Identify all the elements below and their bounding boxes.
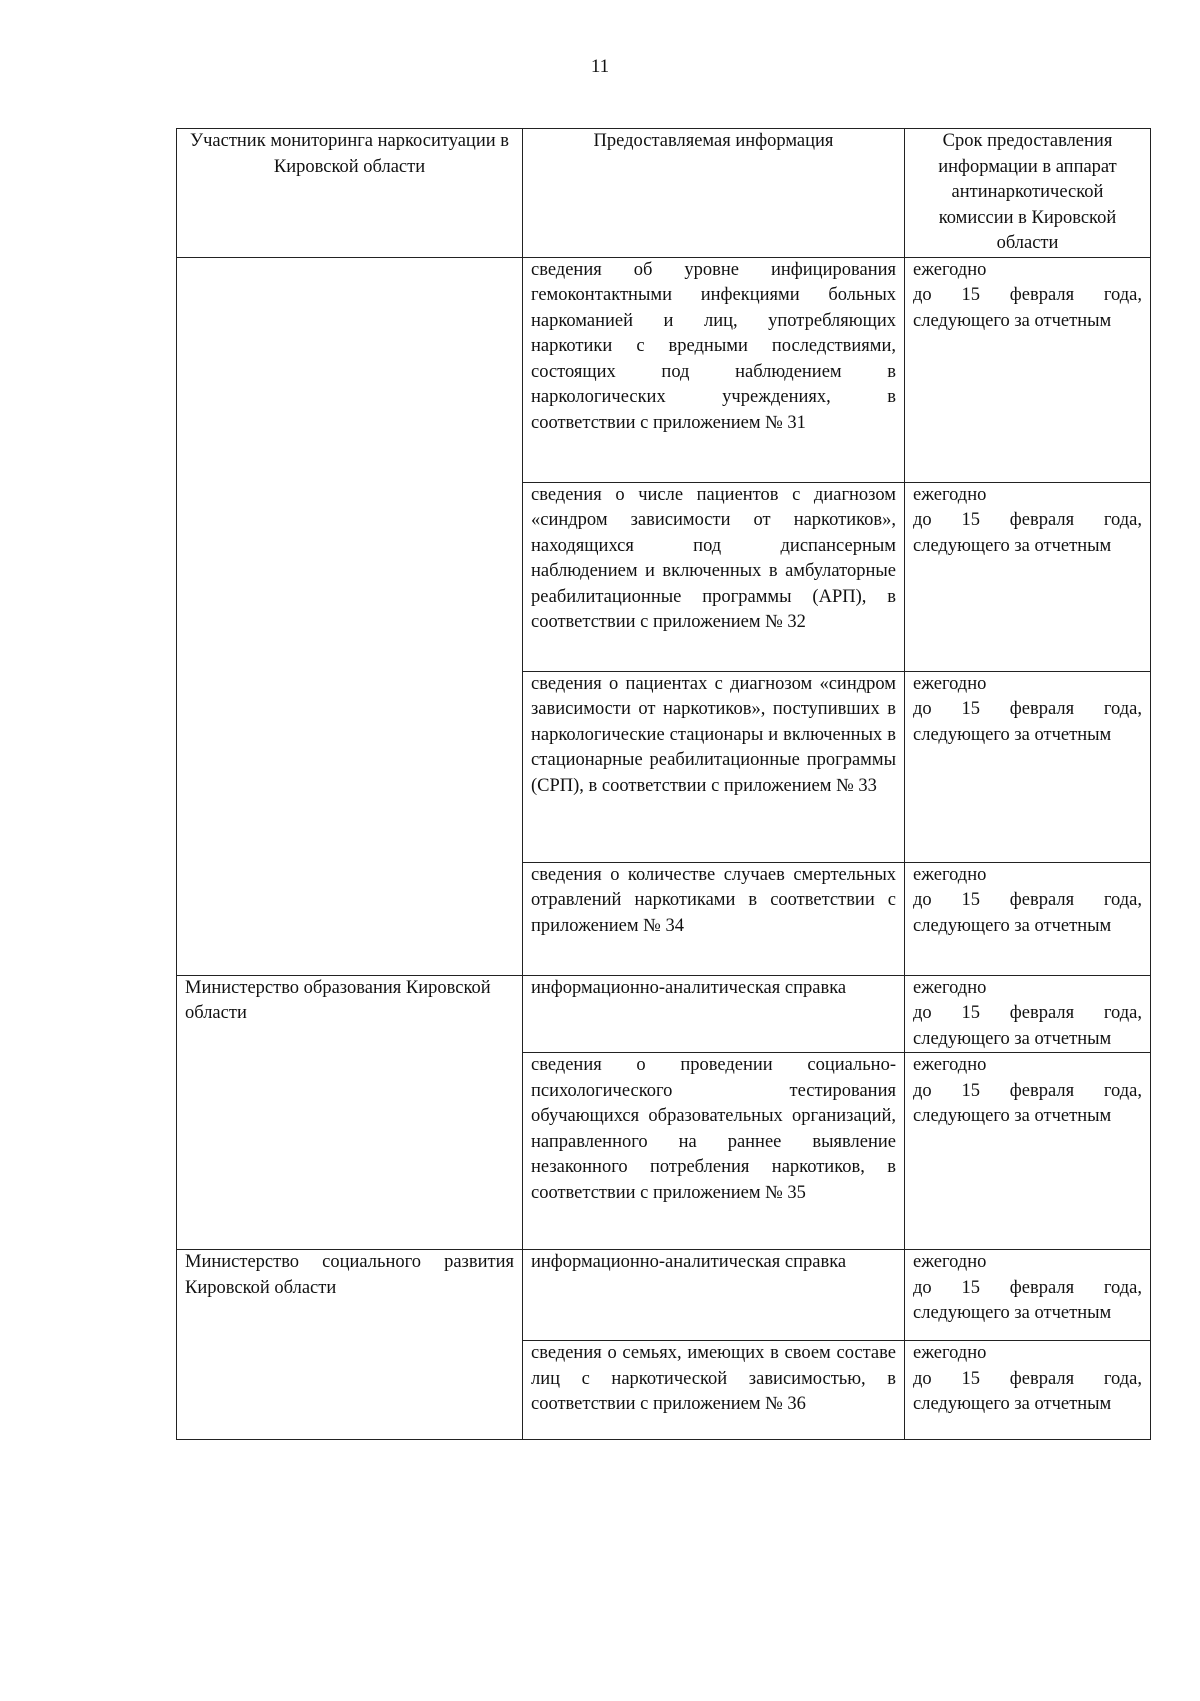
deadline-cell: [905, 257, 1151, 482]
deadline-date: до 15 февраля года,: [913, 510, 1142, 530]
deadline-cell: [905, 975, 1151, 1053]
header-deadline: Срок предоставления информации в аппарат антинаркотической комиссии в Кировской области: [905, 129, 1151, 258]
info-cell: сведения о количестве случаев смертельных отравлений наркотиками в соответствии с приложением № 34: [523, 862, 905, 975]
deadline-frequency: ежегодно: [913, 977, 987, 998]
info-cell: сведения о проведении социально-психологического тестирования обучающихся образовательных организаций, направленного на раннее выявление незаконного потребления наркотиков, в соответствии с приложением № 35: [523, 1053, 905, 1250]
deadline-period: следующего за отчетным: [913, 1106, 1112, 1126]
header-participant: Участник мониторинга наркоситуации в Кировской области: [177, 129, 523, 258]
deadline-period: следующего за отчетным: [913, 1303, 1112, 1323]
participant-cell: Министерство социального развития Кировской области: [177, 1250, 523, 1440]
deadline-date: до 15 февраля года,: [913, 699, 1142, 719]
table-row: [177, 257, 1151, 482]
deadline-period: следующего за отчетным: [913, 310, 1112, 331]
table-row: [177, 975, 1151, 1053]
info-cell: информационно-аналитическая справка: [523, 975, 905, 1053]
info-cell: сведения о числе пациентов с диагнозом «синдром зависимости от наркотиков», находящихся под диспансерным наблюдением и включенных в амбулаторные реабилитационные программы (АРП), в соответствии с приложением № 32: [523, 482, 905, 671]
info-cell: сведения о семьях, имеющих в своем составе лиц с наркотической зависимостью, в соответствии с приложением № 36: [523, 1341, 905, 1440]
deadline-frequency: ежегодно: [913, 484, 987, 505]
deadline-cell: [905, 1341, 1151, 1440]
deadline-period: следующего за отчетным: [913, 724, 1112, 745]
header-information: Предоставляемая информация: [523, 129, 905, 258]
deadline-frequency: ежегодно: [913, 1055, 987, 1075]
deadline-date: до 15 февраля года,: [913, 890, 1142, 910]
deadline-cell: [905, 482, 1151, 671]
participant-cell-empty: [177, 257, 523, 975]
deadline-frequency: ежегодно: [913, 1343, 987, 1363]
table-header-row: [177, 129, 1151, 258]
deadline-period: следующего за отчетным: [913, 915, 1112, 936]
page-number: 11: [590, 56, 610, 77]
deadline-frequency: ежегодно: [913, 259, 987, 280]
deadline-date: до 15 февраля года,: [913, 1368, 1142, 1389]
info-cell: сведения о пациентах с диагнозом «синдром зависимости от наркотиков», поступивших в наркологические стационары и включенных в стационарные реабилитационные программы (СРП), в соответствии с приложением № 33: [523, 671, 905, 862]
table-row: [177, 1250, 1151, 1341]
monitoring-table: [176, 128, 1151, 1440]
info-cell: сведения об уровне инфицирования гемоконтактными инфекциями больных наркоманией и лиц, употребляющих наркотики с вредными последствиями, состоящих под наблюдением в наркологических учреждениях, в соответствии с приложением № 31: [523, 257, 905, 482]
deadline-frequency: ежегодно: [913, 673, 987, 694]
deadline-date: до 15 февраля года,: [913, 1277, 1142, 1298]
deadline-frequency: ежегодно: [913, 864, 987, 885]
deadline-cell: [905, 1053, 1151, 1250]
deadline-date: до 15 февраля года,: [913, 285, 1142, 305]
deadline-period: следующего за отчетным: [913, 535, 1112, 556]
deadline-cell: [905, 1250, 1151, 1341]
deadline-frequency: ежегодно: [913, 1252, 987, 1272]
deadline-period: следующего за отчетным: [913, 1394, 1112, 1414]
deadline-cell: [905, 862, 1151, 975]
deadline-date: до 15 февраля года,: [913, 1080, 1142, 1101]
deadline-cell: [905, 671, 1151, 862]
participant-cell: Министерство образования Кировской области: [177, 975, 523, 1250]
deadline-date: до 15 февраля года,: [913, 1003, 1142, 1023]
deadline-period: следующего за отчетным: [913, 1028, 1112, 1049]
info-cell: информационно-аналитическая справка: [523, 1250, 905, 1341]
